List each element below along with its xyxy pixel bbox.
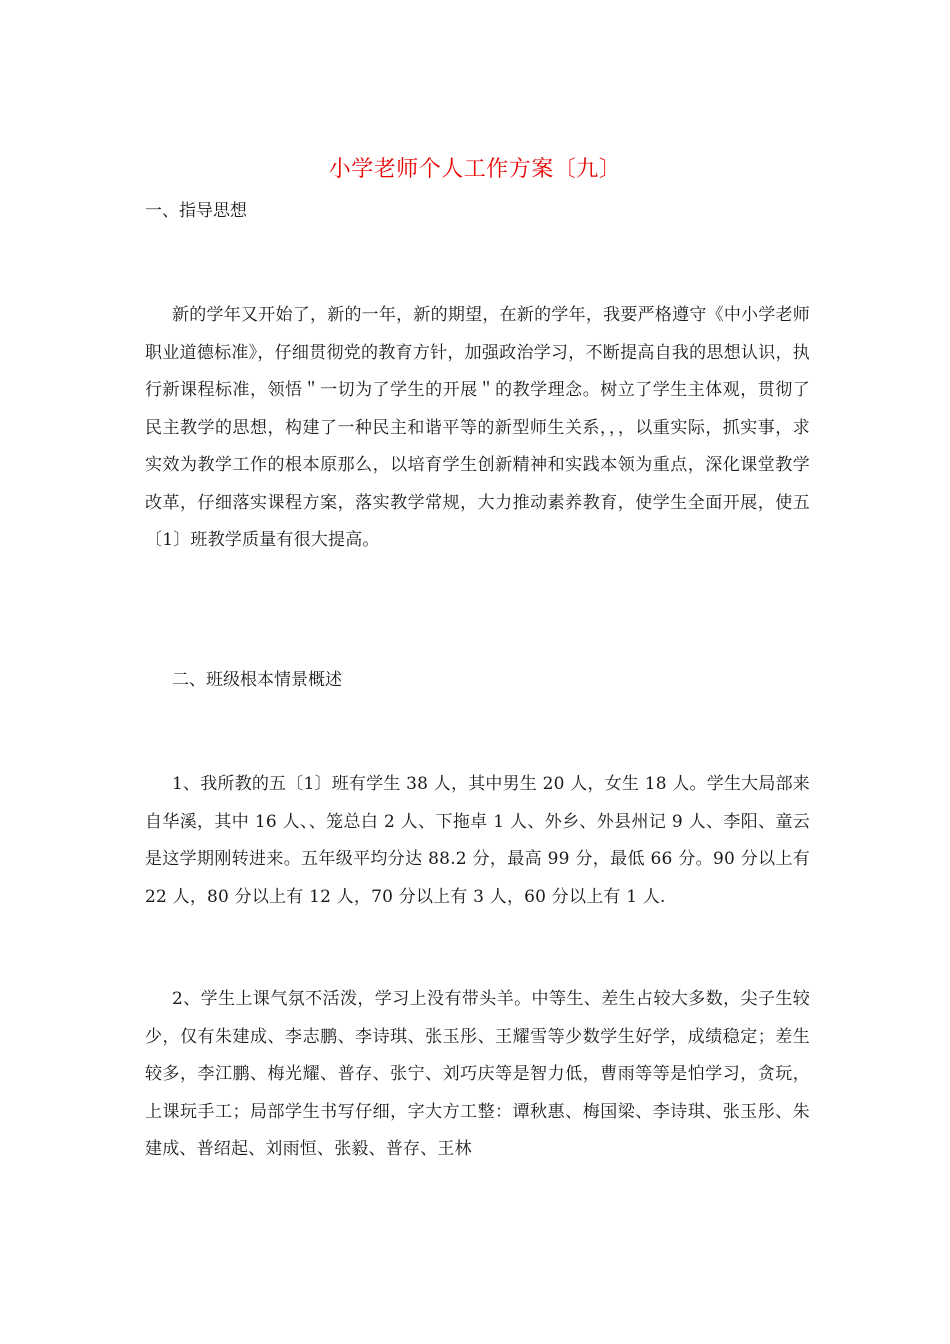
paragraph-guiding-thought: 新的学年又开始了，新的一年，新的期望，在新的学年，我要严格遵守《中小学老师职业道德标准》，仔细贯彻党的教育方针，加强政治学习，不断提高自我的思想认识，执行新课程标准，领悟＂一切为了学生的开展＂的教学理念。树立了学生主体观，贯彻了民主教学的思想，构建了一种民主和谐平等的新型师生关系，，，以重实际，抓实事，求实效为教学工作的根本原那么，以培育学生创新精神和实践本领为重点，深化课堂教学改革，仔细落实课程方案，落实教学常规，大力推动素养教育，使学生全面开展，使五〔1〕班教学质量有很大提高。 xyxy=(145,305,810,550)
document-title: 小学老师个人工作方案〔九〕 xyxy=(328,157,622,182)
section-heading-guiding-thought: 一、指导思想 xyxy=(145,201,247,221)
paragraph-class-atmosphere: 2、学生上课气氛不活泼，学习上没有带头羊。中等生、差生占较大多数，尖子生较少，仅有朱建成、李志鹏、李诗琪、张玉彤、王耀雪等少数学生好学，成绩稳定；差生较多，李江鹏、梅光耀、普存、张宁、刘巧庆等是智力低，曹雨等等是怕学习，贪玩，上课玩手工；局部学生书写仔细，字大方工整：谭秋惠、梅国梁、李诗琪、张玉彤、朱建成、普绍起、刘雨恒、张毅、普存、王林 xyxy=(145,989,810,1159)
paragraph-class-statistics: 1、我所教的五〔1〕班有学生 38 人，其中男生 20 人，女生 18 人。学生大局部来自华溪，其中 16 人、、笼总白 2 人、下拖卓 1 人、外乡、外县州记 9 人、李阳、童云是这学期刚转进来。五年级平均分达 88.2 分，最高 99 分，最低 66 分。90 分以上有 22 人，80 分以上有 12 人，70 分以上有 3 人，60 分以上有 1 人. xyxy=(145,774,810,907)
section-heading-class-overview: 二、班级根本情景概述 xyxy=(172,670,342,690)
